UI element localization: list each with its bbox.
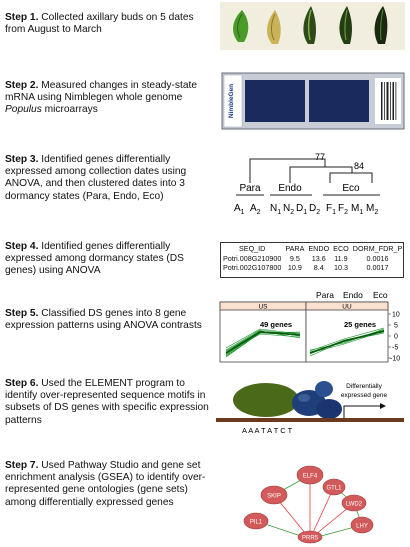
table-header-endo: ENDO xyxy=(308,244,330,253)
node-elf4 xyxy=(297,466,323,484)
pattern-y-tick: 5 xyxy=(394,322,398,330)
tss-arrow-shaft xyxy=(344,406,380,418)
table-cell-para: 9.5 xyxy=(289,254,300,263)
pattern-y-tick: -10 xyxy=(390,355,401,363)
table-cell-seq-id: Potri.002G107800 xyxy=(223,263,282,272)
node-lhy xyxy=(351,517,373,533)
table-cell-eco: 10.3 xyxy=(333,263,348,272)
table-header-row xyxy=(221,243,404,254)
table-header-fdr: DORM_FDR_P xyxy=(352,244,403,253)
expression-patterns-figure xyxy=(210,290,405,368)
step-3-description: Identified genes differentially expressed among collection dates using ANOVA, and then clustered dates into 3 dormancy states (Para, Endo, Eco) xyxy=(5,154,187,202)
pattern-y-tick: -5 xyxy=(392,344,399,352)
node-lwd2 xyxy=(342,495,366,511)
node-label: PIL1 xyxy=(249,519,263,526)
pattern-col-label-para: Para xyxy=(316,290,334,300)
pattern-panel-us xyxy=(220,302,306,362)
node-label: LHY xyxy=(356,523,368,530)
step-2-text xyxy=(5,80,215,117)
table-header-para: PARA xyxy=(285,244,305,253)
table-cell-seq-id: Potri.008G210900 xyxy=(223,254,282,263)
node-label: ELF4 xyxy=(302,473,318,480)
step-2-description-italic: Populus xyxy=(5,104,42,116)
group-label-para: Para xyxy=(239,183,261,194)
step-4-label: Step 4. xyxy=(5,241,39,252)
protein-complex xyxy=(292,381,342,419)
pattern-y-tick: 10 xyxy=(392,311,400,319)
step-7-text xyxy=(5,460,215,509)
group-label-eco: Eco xyxy=(342,183,360,194)
step-6-description: Used the ELEMENT program to identify over-represented sequence motifs in subsets of DS genes with specific expression patterns xyxy=(5,378,209,426)
table-cell-eco: 11.9 xyxy=(334,254,348,263)
leaf-m2: $M_2$ xyxy=(366,203,379,216)
pattern-y-axis xyxy=(388,312,400,363)
element-motif-figure xyxy=(214,376,406,446)
motif-sequence: A A A T A T C T xyxy=(242,426,293,435)
table-header-seq-id: SEQ_ID xyxy=(238,244,266,253)
pattern-col-label-eco: Eco xyxy=(373,290,388,300)
microarray-barcode xyxy=(375,78,401,124)
leaf-a2: $A_2$ xyxy=(250,203,261,216)
leaf-f2: $F_2$ xyxy=(338,203,349,216)
ds-genes-table-grid xyxy=(221,243,404,272)
step-5-text xyxy=(5,308,215,332)
leaf-n2: $N_2$ xyxy=(283,203,295,216)
table-cell-endo: 8.4 xyxy=(313,263,324,272)
node-label: GTL1 xyxy=(326,485,342,492)
dendrogram-leaves xyxy=(234,203,378,216)
step-2-description-b: microarrays xyxy=(41,104,98,116)
step-1-label: Step 1. xyxy=(5,12,39,23)
step-3-text xyxy=(5,154,215,203)
node-label: SKIP xyxy=(267,493,281,500)
gene-label-line2: expressed gene xyxy=(340,392,388,399)
table-row xyxy=(221,254,404,263)
tss-arrowhead xyxy=(380,403,386,409)
step-7-label: Step 7. xyxy=(5,460,39,471)
transcription-factor-ellipse xyxy=(233,383,299,417)
step-5-label: Step 5. xyxy=(5,308,39,319)
table-cell-para: 10.9 xyxy=(287,263,302,272)
step-3-label: Step 3. xyxy=(5,154,39,165)
buds-figure xyxy=(220,2,405,50)
table-cell-fdr: 0.0016 xyxy=(366,254,389,263)
step-5-description: Classified DS genes into 8 gene expression patterns using ANOVA contrasts xyxy=(5,308,202,332)
gene-label-line1: Differentially xyxy=(346,383,382,390)
leaf-f1: $F_1$ xyxy=(326,203,337,216)
pattern-strip-label-uu: UU xyxy=(342,303,352,311)
dendrogram-node-label-84: 84 xyxy=(354,161,365,171)
node-gtl1 xyxy=(323,479,345,495)
pattern-y-tick: 0 xyxy=(394,333,398,341)
node-skip xyxy=(261,486,287,504)
group-label-endo: Endo xyxy=(278,183,302,194)
microarray-figure xyxy=(221,72,405,130)
gene-network-figure xyxy=(238,457,388,545)
pattern-gene-count-us: 49 genes xyxy=(259,320,293,329)
step-2-description-a: Measured changes in steady-state mRNA using Nimblegen whole genome xyxy=(5,80,197,104)
node-label: PRR5 xyxy=(301,535,319,542)
microarray-array-1 xyxy=(245,80,305,122)
leaf-n1: $N_1$ xyxy=(270,203,282,216)
pattern-panel-uu xyxy=(306,302,388,362)
table-row xyxy=(221,263,404,272)
step-4-text xyxy=(5,241,215,278)
dendrogram-figure xyxy=(230,153,405,225)
node-prr5 xyxy=(298,531,322,543)
step-6-label: Step 6. xyxy=(5,378,39,389)
table-cell-fdr: 0.0017 xyxy=(366,263,389,272)
step-4-description: Identified genes differentially expressed among dormancy states (DS genes) using ANOVA xyxy=(5,241,184,277)
step-1-description: Collected axillary buds on 5 dates from August to March xyxy=(5,12,194,36)
microarray-array-2 xyxy=(309,80,369,122)
step-2-label: Step 2. xyxy=(5,80,39,91)
node-pil1 xyxy=(244,513,268,529)
ds-genes-table xyxy=(220,242,404,278)
dendrogram-node-label-77: 77 xyxy=(315,153,326,162)
pattern-strip-label-us: US xyxy=(258,303,268,311)
leaf-a1: $A_1$ xyxy=(234,203,245,216)
leaf-d1: $D_1$ xyxy=(296,203,308,216)
pattern-col-label-endo: Endo xyxy=(343,290,363,300)
node-label: LWD2 xyxy=(345,501,363,508)
step-6-text xyxy=(5,378,215,427)
table-header-eco: ECO xyxy=(333,244,349,253)
leaf-m1: $M_1$ xyxy=(351,203,364,216)
microarray-brand: NimbleGen xyxy=(228,83,235,119)
step-7-description: Used Pathway Studio and gene set enrichment analysis (GSEA) to identify over-represented gene ontologies (gene sets) among differentially expressed genes xyxy=(5,460,206,508)
pattern-gene-count-uu: 25 genes xyxy=(343,320,377,329)
step-1-text xyxy=(5,12,215,36)
table-cell-endo: 13.6 xyxy=(311,254,326,263)
leaf-d2: $D_2$ xyxy=(309,203,321,216)
